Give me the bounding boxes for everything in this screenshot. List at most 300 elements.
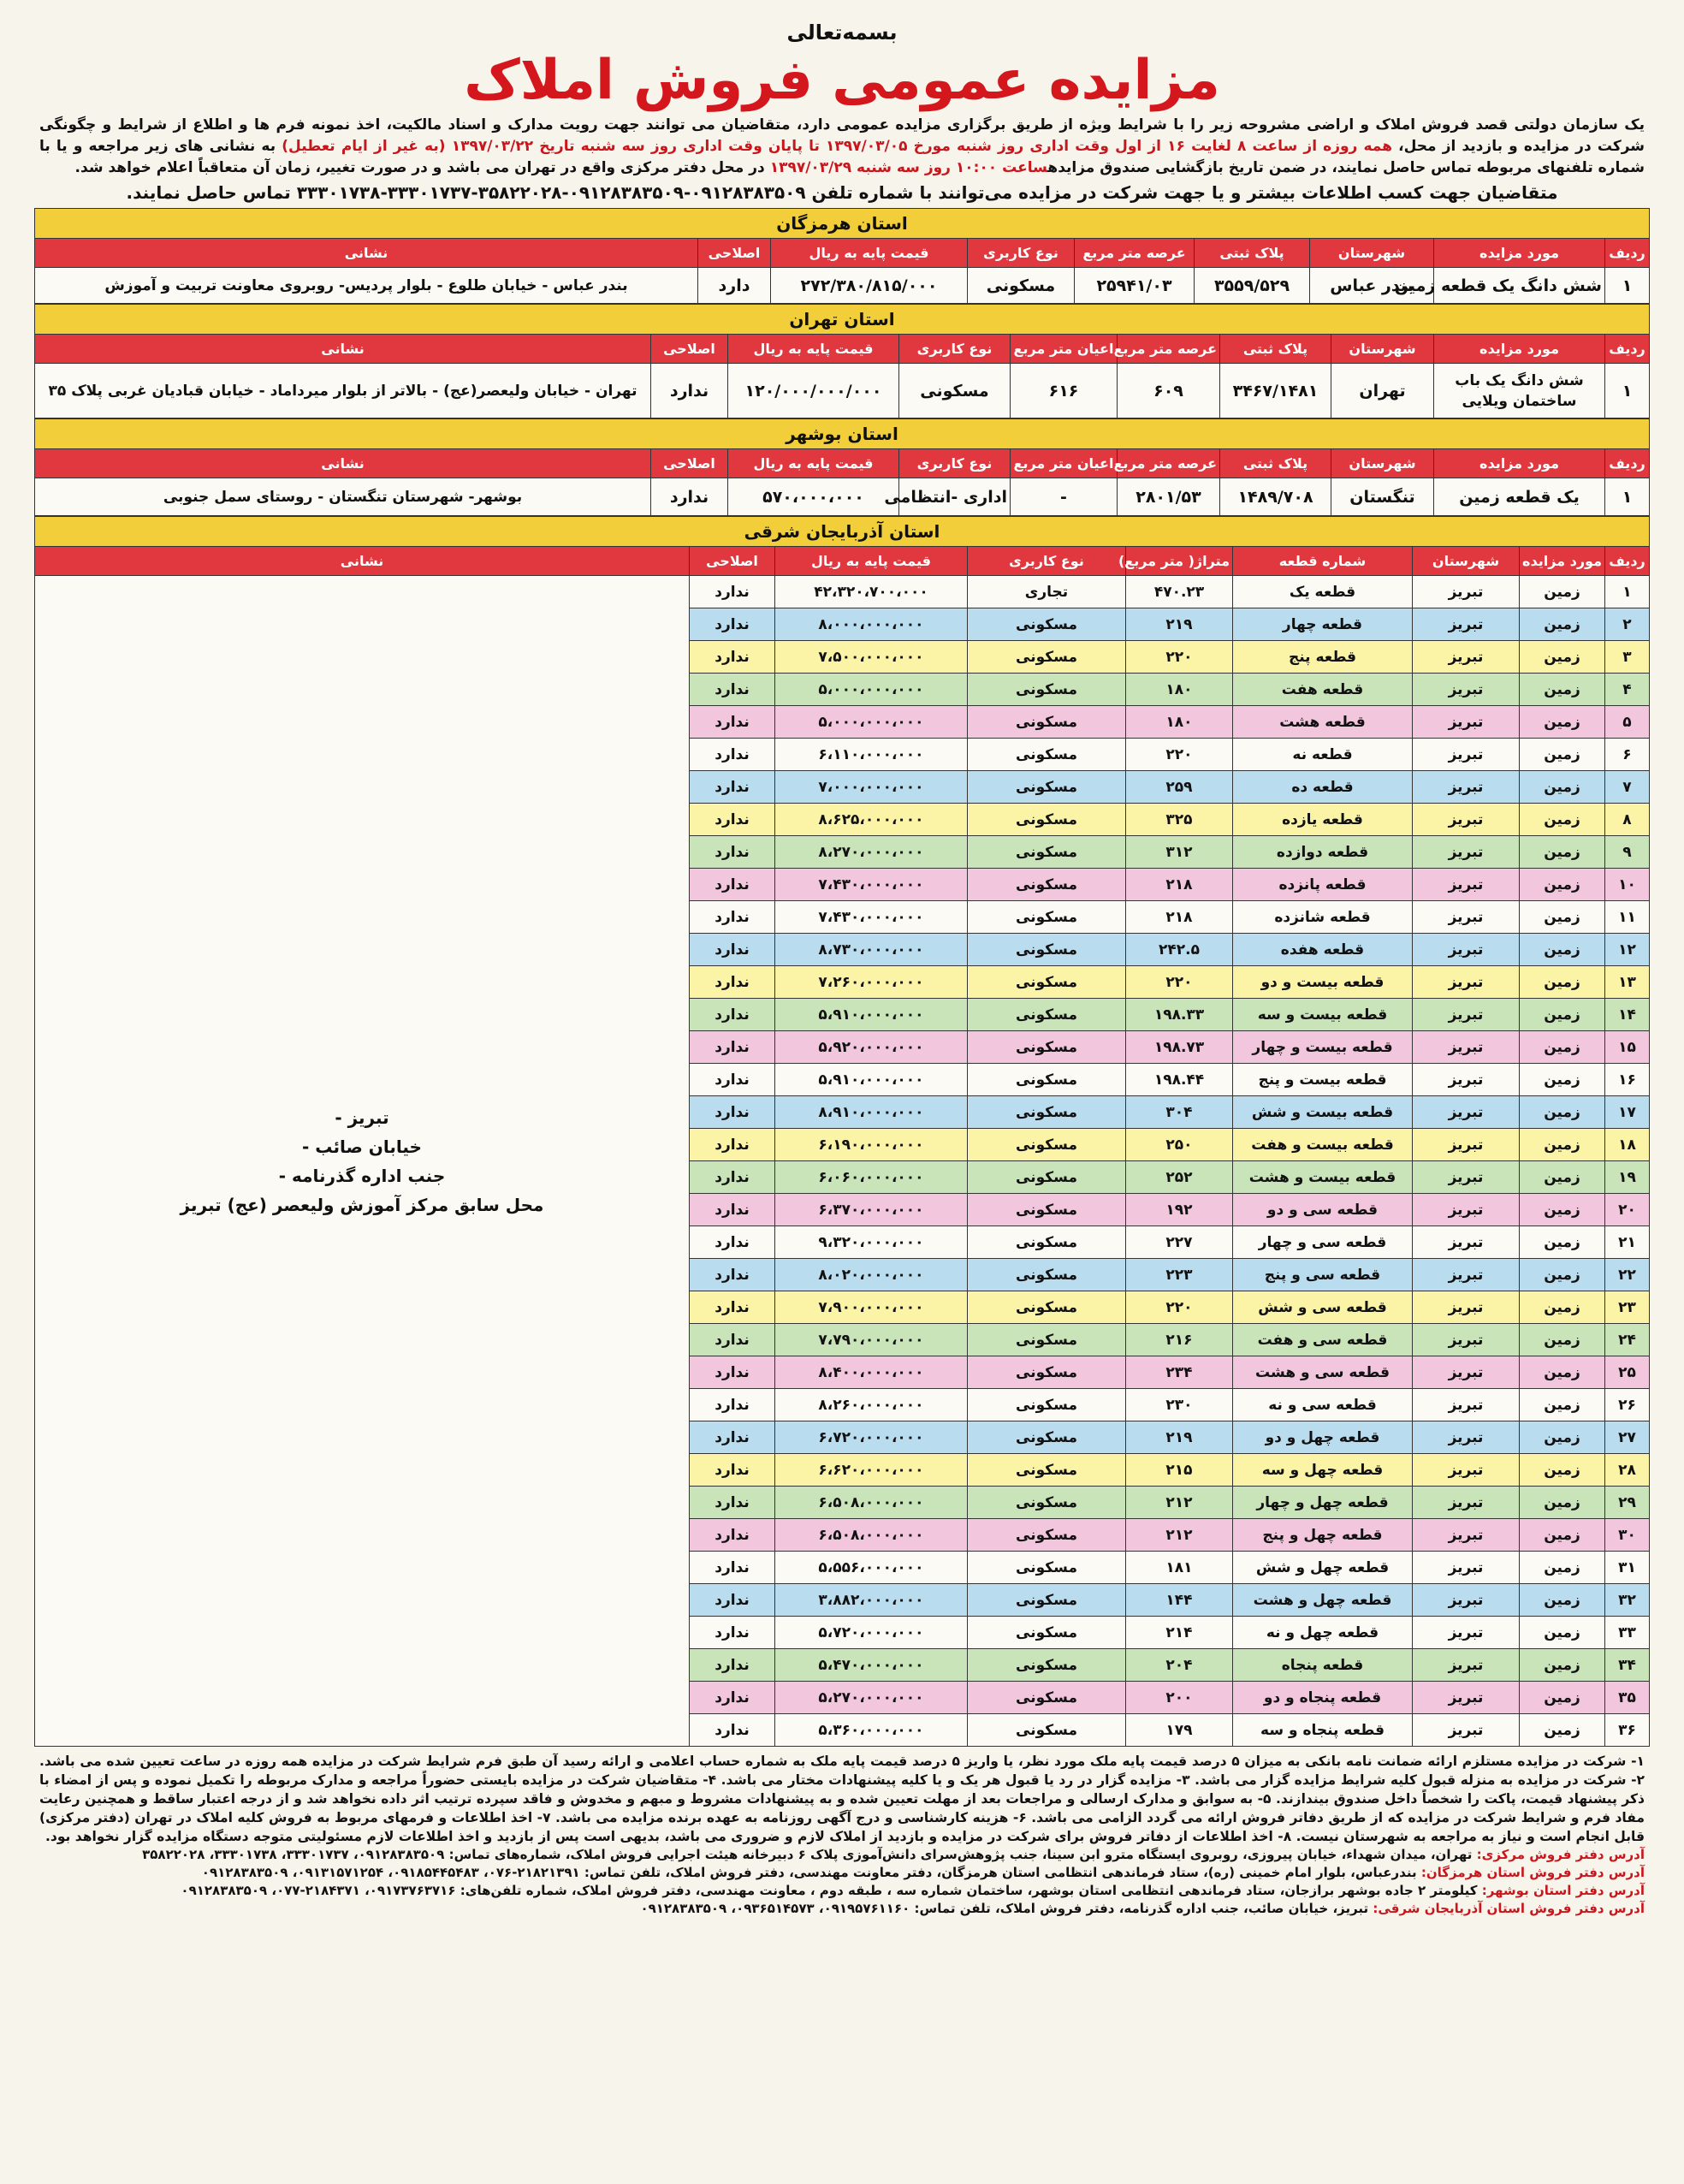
cell: ۳۳ (1605, 1617, 1650, 1649)
intro-text-3: در محل دفتر مرکزی واقع در تهران می باشد و در صورت تغییر، زمان آن متعاقباً اعلام خواهد شد. (74, 159, 770, 176)
col-header: عرصه متر مربع (1118, 335, 1220, 364)
cell: ۳۰۴ (1126, 1096, 1233, 1129)
col-header: مورد مزایده (1434, 239, 1605, 268)
cell: تبریز (1413, 836, 1520, 869)
address-text: تبریز، خیابان صائب، جنب اداره گذرنامه، دفتر فروش املاک، تلفن تماس: ۰۹۱۹۵۷۶۱۱۶۰، ۰۹۳۶۵۱۴۵۷۳، ۰۹۱۲۸۳۸۳۵۰۹ (640, 1901, 1373, 1916)
cell: شش دانگ یک باب ساختمان ویلایی (1434, 364, 1605, 418)
cell: ۲۱۵ (1126, 1454, 1233, 1487)
cell: قطعه پنجاه و سه (1233, 1714, 1413, 1747)
col-header: شهرستان (1310, 239, 1434, 268)
conditions-notes: ۱- شرکت در مزایده مستلزم ارائه ضمانت نامه بانکی به میزان ۵ درصد قیمت پایه ملک مورد نظر، یا واریز ۵ درصد قیمت پایه ملک به شماره حساب اعلامی و ارائه رسید آن طبق فرم شرایط شرکت در مزایده همه روزه در ساعت تعیین شده می باشد. ۲- شرکت در مزایده به منزله قبول کلیه شرایط مزایده گزار می باشد. ۳- مزایده گزار در رد یا قبول هر یک و یا کلیه پیشنهادات مختار می باشد. ۴- متقاضیان شرکت در مزایده بایستی حضوراً مراجعه و مدارک مربوطه را تکمیل نموده و پس از امضاء با ذکر پیشنهاد قیمت، پاکت را شخصاً داخل صندوق بیندازند. ۵- به سوابق و مدارک ارسالی و مراجعات بعد از مهلت تعیین شده و به پیشنهادات مشروط و مبهم و مخدوش و فاقد سپرده ترتیب اثر داده نخواهد شد و از درجه اعتبار ساقط و همچنین رعایت مفاد فرم و شرایط شرکت در مزایده که از طریق دفاتر فروش ارائه می گردد الزامی می باشد. ۶- هزینه کارشناسی و درج آگهی روزنامه به عهده برنده مزایده می باشد. ۷- اخذ اطلاعات و فرمهای مربوط به فروش کلیه املاک در تهران (دفتر مرکزی) قابل انجام است و نیاز به مراجعه به شهرستان نیست. ۸- اخذ اطلاعات از دفاتر فروش برای شرکت در مزایده و بازدید از املاک لازم و ضروری می باشد، بدیهی است پس از بازدید و اخذ اطلاعات لازم مسئولیتی متوجه دستگاه مزایده گزار نخواهد بود. (39, 1754, 1645, 1844)
cell: تبریز (1413, 1324, 1520, 1356)
address-cell: بوشهر- شهرستان تنگستان - روستای سمل جنوبی (35, 478, 651, 516)
cell: زمین (1520, 1259, 1605, 1291)
cell: مسکونی (968, 1421, 1126, 1454)
cell: زمین (1520, 1649, 1605, 1682)
cell: زمین (1520, 1064, 1605, 1096)
cell: مسکونی (968, 1161, 1126, 1194)
cell: تبریز (1413, 1617, 1520, 1649)
cell: قطعه چهل و سه (1233, 1454, 1413, 1487)
table-row (35, 576, 1650, 608)
cell: ۹ (1605, 836, 1650, 869)
cell: ۶۱۶ (1011, 364, 1118, 418)
col-header: قیمت پایه به ریال (771, 239, 968, 268)
address-line (39, 1864, 1645, 1882)
cell: مسکونی (968, 804, 1126, 836)
cell: ۶،۵۰۸،۰۰۰،۰۰۰ (775, 1519, 968, 1552)
col-header: شهرستان (1413, 547, 1520, 576)
cell: قطعه چهل و پنج (1233, 1519, 1413, 1552)
address-cell: تهران - خیابان ولیعصر(عج) - بالاتر از بلوار میرداماد - خیابان قبادیان غربی پلاک ۳۵ (35, 364, 651, 418)
address-line (39, 1900, 1645, 1918)
cell: قطعه بیست و دو (1233, 966, 1413, 999)
col-header: مورد مزایده (1434, 449, 1605, 478)
cell: ۳۱۲ (1126, 836, 1233, 869)
cell: مسکونی (968, 1226, 1126, 1259)
cell: ۳۵۵۹/۵۲۹ (1195, 268, 1310, 304)
cell: ۵،۹۱۰،۰۰۰،۰۰۰ (775, 1064, 968, 1096)
cell: ۵ (1605, 706, 1650, 739)
col-header: قیمت پایه به ریال (775, 547, 968, 576)
cell: ندارد (690, 1617, 775, 1649)
col-header: نشانی (35, 547, 690, 576)
cell: ندارد (690, 1259, 775, 1291)
cell: ندارد (690, 966, 775, 999)
cell: ۲۸۰۱/۵۳ (1118, 478, 1220, 516)
cell: زمین (1520, 1096, 1605, 1129)
cell: ندارد (690, 576, 775, 608)
province-title-azarbaijan: استان آذربایجان شرقی (35, 517, 1650, 547)
cell: قطعه دوازده (1233, 836, 1413, 869)
cell: زمین (1520, 739, 1605, 771)
cell: قطعه چهل و نه (1233, 1617, 1413, 1649)
cell: زمین (1520, 674, 1605, 706)
cell: ۳۴ (1605, 1649, 1650, 1682)
address-line (39, 1846, 1645, 1864)
cell: ندارد (690, 641, 775, 674)
cell: تبریز (1413, 576, 1520, 608)
cell: ندارد (690, 674, 775, 706)
cell: ندارد (690, 901, 775, 934)
address-line: تبریز - (335, 1107, 389, 1128)
col-header: اعیان متر مربع (1011, 335, 1118, 364)
cell: زمین (1520, 641, 1605, 674)
cell: ۶،۱۱۰،۰۰۰،۰۰۰ (775, 739, 968, 771)
cell: زمین (1520, 901, 1605, 934)
cell: ۱۷ (1605, 1096, 1650, 1129)
cell: قطعه یازده (1233, 804, 1413, 836)
cell: قطعه هفده (1233, 934, 1413, 966)
address-line: جنب اداره گذرنامه - (278, 1165, 446, 1186)
cell: تبریز (1413, 1194, 1520, 1226)
cell: زمین (1520, 1356, 1605, 1389)
cell: تبریز (1413, 1064, 1520, 1096)
cell: تبریز (1413, 934, 1520, 966)
cell: ندارد (690, 1454, 775, 1487)
address-text: کیلومتر ۲ جاده بوشهر برازجان، ستاد فرماندهی انتظامی استان بوشهر، ساختمان شماره سه ، طبقه دوم ، معاونت مهندسی، دفتر فروش املاک، شماره تلفن‌های: ۰۹۱۷۳۷۶۳۷۱۶، ۲۱۸۴۳۷۱-۰۷۷، ۰۹۱۲۸۳۸۳۵۰۹ (181, 1883, 1482, 1898)
cell: تبریز (1413, 1031, 1520, 1064)
cell: ۵۷۰،۰۰۰،۰۰۰ (728, 478, 899, 516)
cell: مسکونی (968, 1291, 1126, 1324)
cell: زمین (1520, 706, 1605, 739)
cell: تبریز (1413, 999, 1520, 1031)
cell: تبریز (1413, 1584, 1520, 1617)
cell: ۳۰ (1605, 1519, 1650, 1552)
cell: ندارد (690, 1291, 775, 1324)
cell: ۵،۹۱۰،۰۰۰،۰۰۰ (775, 999, 968, 1031)
cell: ۱۷۹ (1126, 1714, 1233, 1747)
cell: ۱۴۴ (1126, 1584, 1233, 1617)
cell: ۱۲ (1605, 934, 1650, 966)
cell: ندارد (690, 706, 775, 739)
cell: ندارد (690, 1714, 775, 1747)
cell: ۲۳ (1605, 1291, 1650, 1324)
cell: قطعه هشت (1233, 706, 1413, 739)
col-header: نوع کاربری (899, 335, 1011, 364)
cell: تبریز (1413, 674, 1520, 706)
address-label: آدرس دفتر فروش استان هرمزگان: (1420, 1865, 1645, 1880)
cell: مسکونی (968, 608, 1126, 641)
cell: تبریز (1413, 739, 1520, 771)
cell: مسکونی (968, 1487, 1126, 1519)
col-header: قیمت پایه به ریال (728, 449, 899, 478)
cell: ندارد (690, 1649, 775, 1682)
cell: ۲۲۰ (1126, 1291, 1233, 1324)
cell: ۵،۹۲۰،۰۰۰،۰۰۰ (775, 1031, 968, 1064)
cell: ندارد (690, 836, 775, 869)
col-header: اصلاحی (698, 239, 771, 268)
cell: ندارد (690, 1161, 775, 1194)
cell: تبریز (1413, 869, 1520, 901)
cell: ندارد (651, 364, 728, 418)
cell: مسکونی (968, 1324, 1126, 1356)
cell: شش دانگ یک قطعه زمین (1434, 268, 1605, 304)
cell: ۲۱۹ (1126, 1421, 1233, 1454)
cell: مسکونی (968, 1259, 1126, 1291)
cell: ندارد (690, 1552, 775, 1584)
cell: قطعه ده (1233, 771, 1413, 804)
cell: تبریز (1413, 1649, 1520, 1682)
cell: مسکونی (968, 901, 1126, 934)
cell: ندارد (690, 608, 775, 641)
cell: مسکونی (899, 364, 1011, 418)
col-header: مورد مزایده (1520, 547, 1605, 576)
cell: ۲۱۸ (1126, 901, 1233, 934)
cell: تبریز (1413, 1259, 1520, 1291)
col-header: ردیف (1605, 239, 1650, 268)
col-header: ردیف (1605, 547, 1650, 576)
cell: ۵،۷۲۰،۰۰۰،۰۰۰ (775, 1617, 968, 1649)
table-row (35, 268, 1650, 304)
cell: تبریز (1413, 1682, 1520, 1714)
cell: قطعه سی و پنج (1233, 1259, 1413, 1291)
address-cell (35, 576, 690, 1747)
cell: ندارد (690, 1194, 775, 1226)
cell: ۲۱۴ (1126, 1617, 1233, 1649)
page-title: مزایده عمومی فروش املاک (464, 49, 1220, 112)
cell: ندارد (690, 804, 775, 836)
cell: زمین (1520, 1129, 1605, 1161)
cell: ۱۶ (1605, 1064, 1650, 1096)
cell: ۳۶ (1605, 1714, 1650, 1747)
cell: ۷،۹۰۰،۰۰۰،۰۰۰ (775, 1291, 968, 1324)
cell: ۳۲۵ (1126, 804, 1233, 836)
cell: ندارد (690, 1129, 775, 1161)
cell: ۸ (1605, 804, 1650, 836)
cell: ۵،۰۰۰،۰۰۰،۰۰۰ (775, 706, 968, 739)
cell: ۲۷۲/۳۸۰/۸۱۵/۰۰۰ (771, 268, 968, 304)
cell: قطعه سی و نه (1233, 1389, 1413, 1421)
cell: ۲۱۶ (1126, 1324, 1233, 1356)
col-header: پلاک ثبتی (1220, 449, 1331, 478)
cell: تبریز (1413, 966, 1520, 999)
cell: قطعه سی و شش (1233, 1291, 1413, 1324)
cell: تبریز (1413, 771, 1520, 804)
cell: ۲۵۲ (1126, 1161, 1233, 1194)
cell: ۲۱۲ (1126, 1519, 1233, 1552)
cell: تبریز (1413, 1389, 1520, 1421)
col-header: عرصه متر مربع (1118, 449, 1220, 478)
cell: مسکونی (968, 641, 1126, 674)
cell: تبریز (1413, 1291, 1520, 1324)
cell: ندارد (690, 1226, 775, 1259)
cell: تبریز (1413, 1519, 1520, 1552)
cell: تبریز (1413, 1714, 1520, 1747)
address-label: آدرس دفتر استان بوشهر: (1481, 1883, 1645, 1898)
cell: تبریز (1413, 706, 1520, 739)
cell: ۲۱۸ (1126, 869, 1233, 901)
cell: ۱۹ (1605, 1161, 1650, 1194)
cell: ۵،۴۷۰،۰۰۰،۰۰۰ (775, 1649, 968, 1682)
cell: ۱۲۰/۰۰۰/۰۰۰/۰۰۰ (728, 364, 899, 418)
col-header: قیمت پایه به ریال (728, 335, 899, 364)
address-line: محل سابق مرکز آموزش ولیعصر (عج) تبریز (180, 1194, 544, 1215)
cell: مسکونی (968, 1356, 1126, 1389)
address-cell: بندر عباس - خیابان طلوع - بلوار پردیس- روبروی معاونت تربیت و آموزش (35, 268, 698, 304)
cell: زمین (1520, 1552, 1605, 1584)
col-header: نشانی (35, 335, 651, 364)
cell: ندارد (690, 1064, 775, 1096)
cell: ندارد (690, 1421, 775, 1454)
cell: قطعه سی و هفت (1233, 1324, 1413, 1356)
cell: ۲۰۰ (1126, 1682, 1233, 1714)
cell: زمین (1520, 934, 1605, 966)
cell: قطعه سی و دو (1233, 1194, 1413, 1226)
cell: ۲۰ (1605, 1194, 1650, 1226)
cell: ۲۱ (1605, 1226, 1650, 1259)
cell: مسکونی (968, 869, 1126, 901)
cell: مسکونی (968, 1096, 1126, 1129)
intro-paragraph (34, 115, 1650, 179)
cell: ندارد (690, 739, 775, 771)
col-header: مورد مزایده (1434, 335, 1605, 364)
azarbaijan-table (34, 516, 1650, 1747)
cell: مسکونی (968, 1649, 1126, 1682)
cell: ۲۱۹ (1126, 608, 1233, 641)
cell: ۲۳۰ (1126, 1389, 1233, 1421)
cell: مسکونی (968, 771, 1126, 804)
cell: ۲۰۴ (1126, 1649, 1233, 1682)
cell: تنگستان (1331, 478, 1434, 516)
cell: زمین (1520, 1519, 1605, 1552)
cell: ۲ (1605, 608, 1650, 641)
cell: قطعه چهل و چهار (1233, 1487, 1413, 1519)
cell: ۷،۷۹۰،۰۰۰،۰۰۰ (775, 1324, 968, 1356)
cell: ندارد (651, 478, 728, 516)
cell: ۱ (1605, 576, 1650, 608)
office-addresses (34, 1846, 1650, 1918)
cell: ندارد (690, 771, 775, 804)
cell: ندارد (690, 1324, 775, 1356)
cell: قطعه چهل و شش (1233, 1552, 1413, 1584)
cell: ۸،۴۰۰،۰۰۰،۰۰۰ (775, 1356, 968, 1389)
cell: زمین (1520, 1454, 1605, 1487)
cell: ندارد (690, 1487, 775, 1519)
address-text: بندرعباس، بلوار امام خمینی (ره)، ستاد فرماندهی انتظامی استان هرمزگان، دفتر معاونت مهندسی، دفتر فروش املاک، تلفن تماس: ۲۱۸۲۱۳۹۱-۰۷۶، ۰۹۱۸۵۴۴۵۴۸۳، ۰۹۱۳۱۵۷۱۲۵۴، ۰۹۱۲۸۳۸۳۵۰۹ (201, 1865, 1421, 1880)
cell: ندارد (690, 999, 775, 1031)
cell: ۷،۰۰۰،۰۰۰،۰۰۰ (775, 771, 968, 804)
cell: زمین (1520, 608, 1605, 641)
province-title-hormozgan: استان هرمزگان (35, 209, 1650, 239)
intro-text-1: یک سازمان دولتی قصد فروش املاک و اراضی مشروحه زیر را با شرایط ویژه از طریق برگزاری مزایده عمومی دارد، متقاضیان می توانند جهت رویت مدارک و اسناد مالکیت، اخذ نمونه فرم ها و اطلاع از شرایط و چگونگی شرکت در مزایده و بازدید از محل، (39, 116, 1645, 155)
cell: ۶،۶۲۰،۰۰۰،۰۰۰ (775, 1454, 968, 1487)
cell: تهران (1331, 364, 1434, 418)
col-header: پلاک ثبتی (1195, 239, 1310, 268)
col-header: شهرستان (1331, 335, 1434, 364)
cell: زمین (1520, 1031, 1605, 1064)
cell: ۱۰ (1605, 869, 1650, 901)
cell: ۱ (1605, 478, 1650, 516)
cell: ۱ (1605, 268, 1650, 304)
cell: ۲۶ (1605, 1389, 1650, 1421)
cell: بندر عباس (1310, 268, 1434, 304)
cell: قطعه بیست و سه (1233, 999, 1413, 1031)
cell: ۲۳۴ (1126, 1356, 1233, 1389)
azarbaijan-rows (35, 576, 1650, 1747)
table-row (35, 478, 1650, 516)
cell: ندارد (690, 1584, 775, 1617)
col-header: پلاک ثبتی (1220, 335, 1331, 364)
cell: ۷،۲۶۰،۰۰۰،۰۰۰ (775, 966, 968, 999)
cell: ندارد (690, 1356, 775, 1389)
address-label: آدرس دفتر فروش استان آذربایجان شرقی: (1373, 1901, 1645, 1916)
cell: قطعه پنجاه (1233, 1649, 1413, 1682)
cell: قطعه یک (1233, 576, 1413, 608)
cell: زمین (1520, 1682, 1605, 1714)
cell: مسکونی (968, 999, 1126, 1031)
cell: ۴۲،۳۲۰،۷۰۰،۰۰۰ (775, 576, 968, 608)
col-header: متراژ( متر مربع) (1126, 547, 1233, 576)
cell: مسکونی (968, 1714, 1126, 1747)
cell: ۱۹۲ (1126, 1194, 1233, 1226)
cell: زمین (1520, 1324, 1605, 1356)
cell: ۶،۵۰۸،۰۰۰،۰۰۰ (775, 1487, 968, 1519)
cell: ۶،۳۷۰،۰۰۰،۰۰۰ (775, 1194, 968, 1226)
cell: زمین (1520, 1291, 1605, 1324)
cell: تبریز (1413, 1356, 1520, 1389)
cell: تبریز (1413, 1454, 1520, 1487)
cell: زمین (1520, 1714, 1605, 1747)
cell: مسکونی (968, 1682, 1126, 1714)
cell: مسکونی (968, 1552, 1126, 1584)
cell: ۷،۵۰۰،۰۰۰،۰۰۰ (775, 641, 968, 674)
cell: ۸،۷۳۰،۰۰۰،۰۰۰ (775, 934, 968, 966)
basmala-heading: بسمه‌تعالی (786, 21, 898, 45)
cell: مسکونی (968, 1064, 1126, 1096)
cell: زمین (1520, 576, 1605, 608)
col-header: اصلاحی (651, 335, 728, 364)
cell: زمین (1520, 869, 1605, 901)
cell: زمین (1520, 1584, 1605, 1617)
cell: ۵،۲۷۰،۰۰۰،۰۰۰ (775, 1682, 968, 1714)
cell: تبریز (1413, 804, 1520, 836)
cell: قطعه بیست و هشت (1233, 1161, 1413, 1194)
col-header: نوع کاربری (968, 547, 1126, 576)
cell: مسکونی (968, 739, 1126, 771)
cell: ۱ (1605, 364, 1650, 418)
hormozgan-table (34, 208, 1650, 304)
cell: ۱۵ (1605, 1031, 1650, 1064)
cell: زمین (1520, 1226, 1605, 1259)
cell: ندارد (690, 934, 775, 966)
cell: ندارد (690, 1031, 775, 1064)
cell: ۷،۴۳۰،۰۰۰،۰۰۰ (775, 869, 968, 901)
cell: مسکونی (968, 1031, 1126, 1064)
cell: قطعه چهل و هشت (1233, 1584, 1413, 1617)
cell: ندارد (690, 1096, 775, 1129)
cell: تبریز (1413, 901, 1520, 934)
cell: ندارد (690, 1519, 775, 1552)
bushehr-table (34, 418, 1650, 516)
cell: ۵،۰۰۰،۰۰۰،۰۰۰ (775, 674, 968, 706)
cell: مسکونی (968, 1617, 1126, 1649)
cell: زمین (1520, 804, 1605, 836)
cell: ۲۴ (1605, 1324, 1650, 1356)
address-line: خیابان صائب - (302, 1136, 422, 1157)
cell: ۱۱ (1605, 901, 1650, 934)
cell: ۶۰۹ (1118, 364, 1220, 418)
cell: زمین (1520, 999, 1605, 1031)
cell: ۲۲۰ (1126, 966, 1233, 999)
cell: ۹،۳۲۰،۰۰۰،۰۰۰ (775, 1226, 968, 1259)
cell: زمین (1520, 1194, 1605, 1226)
cell: مسکونی (968, 934, 1126, 966)
cell: تبریز (1413, 1096, 1520, 1129)
table-row (35, 364, 1650, 418)
cell: دارد (698, 268, 771, 304)
cell: ۷،۴۳۰،۰۰۰،۰۰۰ (775, 901, 968, 934)
cell: مسکونی (968, 1129, 1126, 1161)
cell: ۳۱ (1605, 1552, 1650, 1584)
address-line (39, 1882, 1645, 1900)
cell: ۱۸ (1605, 1129, 1650, 1161)
intro-text-2: به نشانی های زیر مراجعه و یا با شماره تلفنهای مربوطه تماس حاصل نمایند، در ضمن تاریخ بازگشایی صندوق مزایده (39, 138, 1645, 176)
cell: - (1011, 478, 1118, 516)
cell: قطعه بیست و چهار (1233, 1031, 1413, 1064)
cell: مسکونی (968, 268, 1075, 304)
cell: ۲۲۷ (1126, 1226, 1233, 1259)
cell: تبریز (1413, 1129, 1520, 1161)
cell: قطعه بیست و هفت (1233, 1129, 1413, 1161)
cell: ۲۱۲ (1126, 1487, 1233, 1519)
cell: ۳۲ (1605, 1584, 1650, 1617)
cell: زمین (1520, 771, 1605, 804)
cell: مسکونی (968, 674, 1126, 706)
cell: زمین (1520, 1617, 1605, 1649)
cell: اداری -انتظامی (899, 478, 1011, 516)
cell: ندارد (690, 1682, 775, 1714)
cell: ۳،۸۸۲،۰۰۰،۰۰۰ (775, 1584, 968, 1617)
